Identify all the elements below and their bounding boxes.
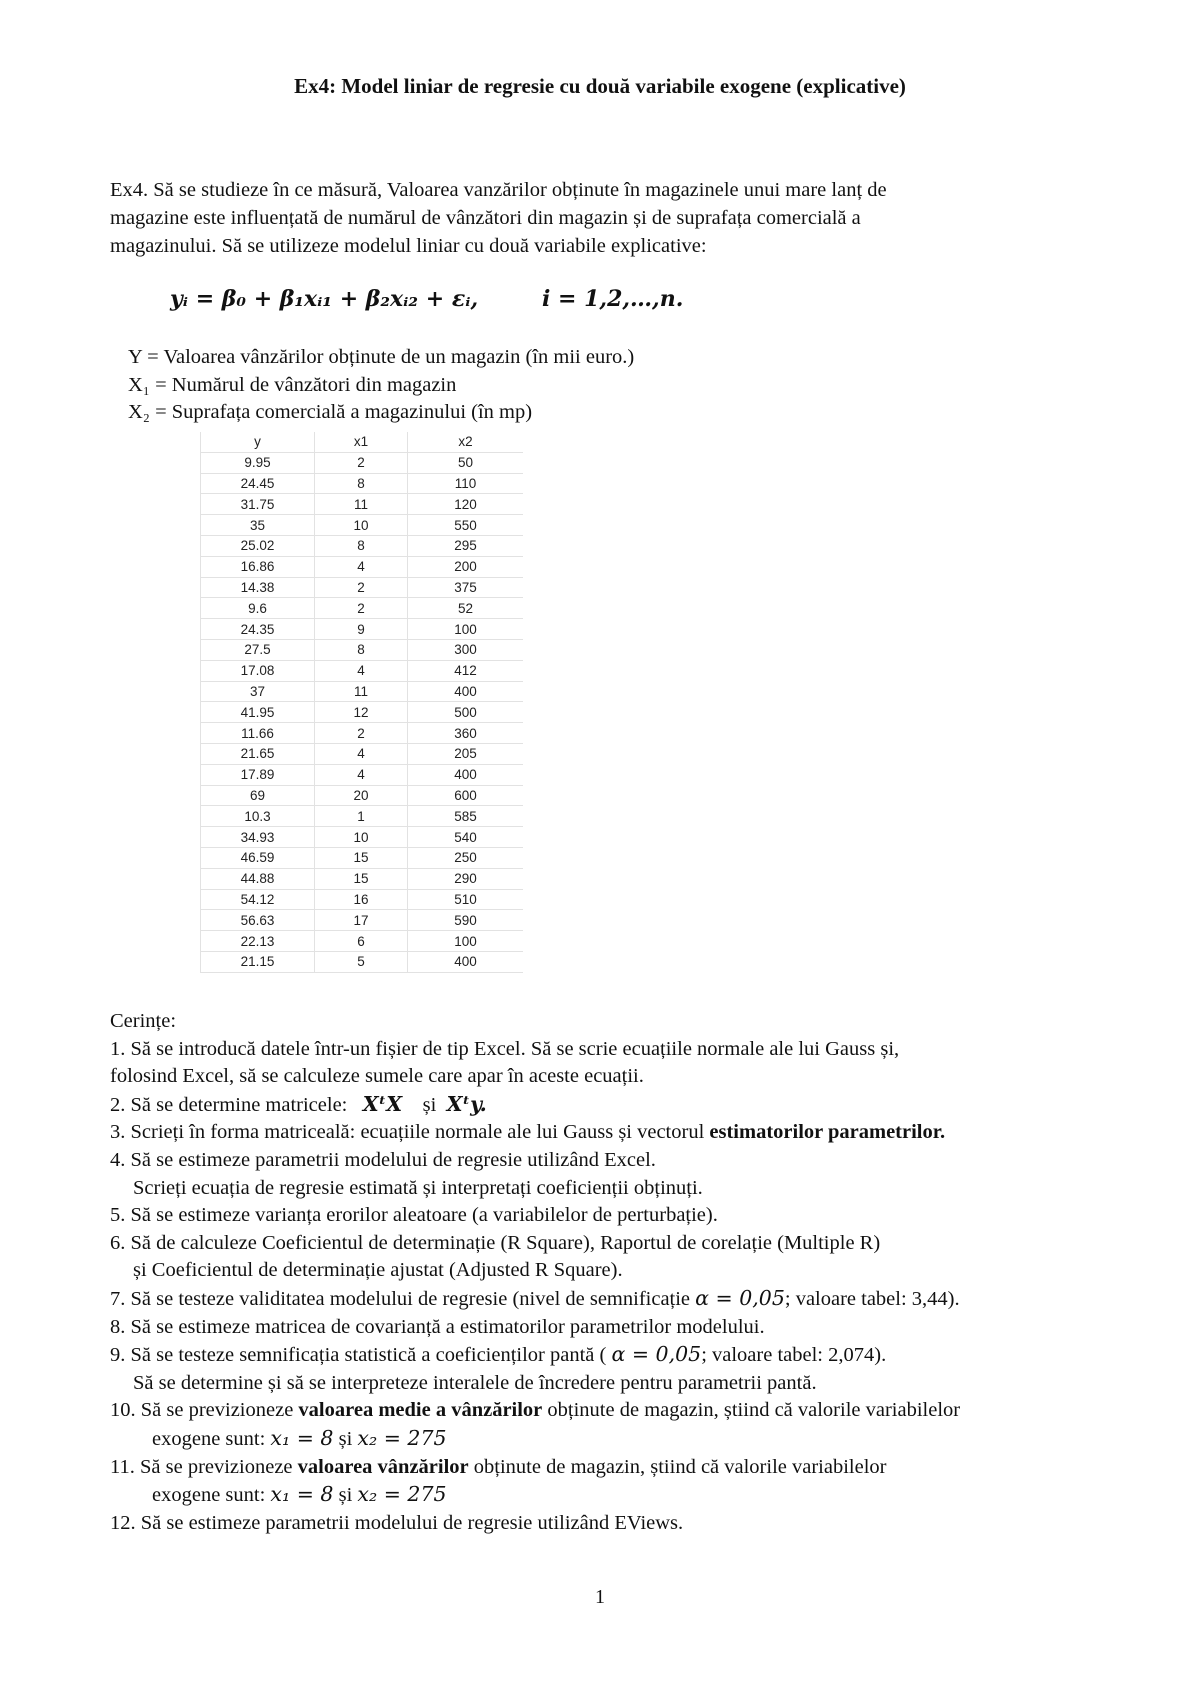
table-row (201, 556, 524, 577)
cell-x2: 205 (408, 743, 524, 764)
table-row (201, 452, 524, 473)
cell-y: 17.89 (201, 764, 315, 785)
alpha-value: α = 0,05 (611, 1342, 702, 1367)
cell-x1: 2 (315, 577, 408, 598)
table-row (201, 598, 524, 619)
intro-paragraph (110, 176, 1100, 260)
cell-x1: 4 (315, 764, 408, 785)
column-header-x2: x2 (408, 432, 524, 452)
requirement-text: 10. Să se previzioneze (110, 1399, 294, 1422)
cell-y: 21.65 (201, 743, 315, 764)
cell-x1: 17 (315, 910, 408, 931)
equation-index-range: i = 1,2,…,n. (542, 286, 684, 312)
cell-y: 46.59 (201, 847, 315, 868)
cell-x2: 550 (408, 515, 524, 536)
x2-value: x₂ = 275 (357, 1425, 447, 1450)
requirement-1-cont (110, 1063, 1100, 1091)
cell-y: 24.35 (201, 619, 315, 640)
requirement-text: Scrieți ecuația de regresie estimată și interpretați coeficienții obținuți. (133, 1176, 703, 1199)
column-header-y: y (201, 432, 315, 452)
requirement-text: 8. Să se estimeze matricea de covarianță a estimatorilor parametrilor modelului. (110, 1315, 765, 1338)
table-row (201, 889, 524, 910)
table-row (201, 931, 524, 952)
cell-y: 11.66 (201, 723, 315, 744)
cell-x2: 110 (408, 473, 524, 494)
cell-x1: 8 (315, 535, 408, 556)
requirement-9 (110, 1341, 1100, 1370)
requirements-list (110, 1008, 1100, 1537)
cell-x1: 16 (315, 889, 408, 910)
cell-x1: 9 (315, 619, 408, 640)
x1-value: x₁ = 8 (270, 1425, 334, 1450)
cell-x2: 360 (408, 723, 524, 744)
definition-x1: X₁ = Numărul de vânzători din magazin (128, 373, 457, 396)
page-number: 1 (595, 1586, 605, 1608)
requirement-4 (110, 1147, 1100, 1175)
cell-x1: 4 (315, 556, 408, 577)
requirement-text: 7. Să se testeze validitatea modelului de regresie (nivel de semnificație (110, 1287, 691, 1310)
cell-x2: 540 (408, 827, 524, 848)
requirements-heading: Cerințe: (110, 1010, 177, 1032)
requirement-text: 4. Să se estimeze parametrii modelului de regresie utilizând Excel. (110, 1148, 656, 1171)
requirement-9-cont (110, 1370, 1100, 1398)
requirement-text: obținute de magazin, știind că valorile variabilelor (473, 1455, 887, 1478)
cell-y: 44.88 (201, 868, 315, 889)
table-row (201, 535, 524, 556)
table-row (201, 639, 524, 660)
cell-x2: 585 (408, 806, 524, 827)
cell-y: 24.45 (201, 473, 315, 494)
cell-y: 56.63 (201, 910, 315, 931)
requirement-6-cont (110, 1257, 1100, 1285)
requirement-bold-text: estimatorilor parametrilor. (709, 1121, 946, 1144)
definition-y: Y = Valoarea vânzărilor obținute de un magazin (în mii euro.) (128, 346, 635, 368)
x2-value: x₂ = 275 (357, 1482, 447, 1507)
cell-x2: 500 (408, 702, 524, 723)
cell-x1: 10 (315, 515, 408, 536)
requirement-text: și Coeficientul de determinație ajustat (Adjusted R Square). (133, 1259, 623, 1282)
table-row (201, 577, 524, 598)
cell-x1: 5 (315, 951, 408, 972)
requirement-4-cont (110, 1175, 1100, 1203)
cell-x1: 11 (315, 494, 408, 515)
cell-y: 14.38 (201, 577, 315, 598)
table-body (201, 452, 524, 972)
column-header-x1: x1 (315, 432, 408, 452)
cell-y: 69 (201, 785, 315, 806)
cell-y: 17.08 (201, 660, 315, 681)
table-row (201, 702, 524, 723)
requirement-7 (110, 1285, 1100, 1314)
cell-x2: 400 (408, 681, 524, 702)
page-title: Ex4: Model liniar de regresie cu două variabile exogene (explicative) (294, 74, 906, 98)
cell-x1: 15 (315, 847, 408, 868)
cell-x2: 50 (408, 452, 524, 473)
intro-line: magazine este influențată de numărul de vânzători din magazin și de suprafața comercială a (110, 207, 861, 229)
requirement-text: 9. Să se testeze semnificația statistică a coeficienților pantă ( (110, 1344, 607, 1367)
table-header-row (201, 432, 524, 452)
requirement-11-cont (110, 1481, 1100, 1510)
matrix-xtx: XᵗX (362, 1091, 403, 1116)
table-row (201, 681, 524, 702)
cell-x1: 8 (315, 639, 408, 660)
conjunction: și (338, 1427, 353, 1450)
requirement-text: 12. Să se estimeze parametrii modelului de regresie utilizând EViews. (110, 1511, 684, 1534)
table-row (201, 847, 524, 868)
requirement-text: 1. Să se introducă datele într-un fișier de tip Excel. Să se scrie ecuațiile normale ale lui Gauss și, (110, 1037, 900, 1060)
cell-y: 31.75 (201, 494, 315, 515)
table-row (201, 494, 524, 515)
table-row (201, 660, 524, 681)
matrix-xty: Xᵗy. (446, 1091, 487, 1116)
cell-x2: 290 (408, 868, 524, 889)
cell-x1: 8 (315, 473, 408, 494)
cell-x1: 12 (315, 702, 408, 723)
cell-x1: 20 (315, 785, 408, 806)
requirement-text: exogene sunt: (152, 1484, 266, 1507)
cell-x1: 1 (315, 806, 408, 827)
definition-x2: X₂ = Suprafața comercială a magazinului (în mp) (128, 401, 533, 423)
data-table (200, 432, 523, 973)
cell-x1: 11 (315, 681, 408, 702)
table-row (201, 515, 524, 536)
requirement-text: Să se determine și să se interpreteze interalele de încredere pentru parametrii pantă. (133, 1371, 817, 1394)
equation-formula: yᵢ = β₀ + β₁xᵢ₁ + β₂xᵢ₂ + εᵢ, (170, 286, 479, 312)
cell-y: 41.95 (201, 702, 315, 723)
table-row (201, 743, 524, 764)
requirement-10 (110, 1397, 1100, 1425)
requirement-10-cont (110, 1425, 1100, 1454)
cell-x2: 52 (408, 598, 524, 619)
intro-line: magazinului. Să se utilizeze modelul liniar cu două variabile explicative: (110, 235, 707, 257)
requirement-text: exogene sunt: (152, 1427, 266, 1450)
cell-x1: 6 (315, 931, 408, 952)
cell-y: 35 (201, 515, 315, 536)
cell-x2: 412 (408, 660, 524, 681)
cell-y: 9.95 (201, 452, 315, 473)
table-row (201, 723, 524, 744)
requirement-2 (110, 1091, 1100, 1120)
cell-x1: 15 (315, 868, 408, 889)
cell-x1: 4 (315, 743, 408, 764)
requirement-6 (110, 1230, 1100, 1258)
cell-y: 34.93 (201, 827, 315, 848)
cell-x2: 600 (408, 785, 524, 806)
intro-line: Ex4. Să se studieze în ce măsură, Valoarea vanzărilor obținute în magazinele unui mare lanț de (110, 179, 887, 201)
table-row (201, 785, 524, 806)
requirement-text: obținute de magazin, știind că valorile variabilelor (547, 1399, 961, 1422)
cell-x2: 100 (408, 619, 524, 640)
requirement-bold-text: valoarea medie a vânzărilor (298, 1399, 543, 1422)
cell-x1: 2 (315, 598, 408, 619)
x1-value: x₁ = 8 (270, 1482, 334, 1507)
cell-x1: 4 (315, 660, 408, 681)
requirement-12 (110, 1510, 1100, 1538)
requirement-text: 11. Să se previzioneze (110, 1455, 293, 1478)
cell-y: 22.13 (201, 931, 315, 952)
requirement-11 (110, 1454, 1100, 1482)
requirement-1 (110, 1036, 1100, 1064)
cell-y: 54.12 (201, 889, 315, 910)
table-row (201, 827, 524, 848)
cell-y: 9.6 (201, 598, 315, 619)
cell-x2: 120 (408, 494, 524, 515)
cell-x2: 295 (408, 535, 524, 556)
cell-x2: 400 (408, 764, 524, 785)
table-row (201, 619, 524, 640)
conjunction: și (422, 1093, 437, 1116)
cell-y: 37 (201, 681, 315, 702)
requirement-text: 3. Scrieți în forma matriceală: ecuațiile normale ale lui Gauss și vectorul (110, 1121, 705, 1144)
cell-x2: 250 (408, 847, 524, 868)
requirement-text: ; valoare tabel: 2,074). (701, 1344, 887, 1367)
cell-x2: 100 (408, 931, 524, 952)
cell-x2: 510 (408, 889, 524, 910)
alpha-value: α = 0,05 (695, 1285, 785, 1310)
requirement-3 (110, 1119, 1100, 1147)
cell-x2: 300 (408, 639, 524, 660)
table-row (201, 806, 524, 827)
cell-y: 21.15 (201, 951, 315, 972)
cell-y: 27.5 (201, 639, 315, 660)
requirement-text: 6. Să de calculeze Coeficientul de determinație (R Square), Raportul de corelație (Multiple R) (110, 1231, 881, 1254)
requirement-bold-text: valoarea vânzărilor (297, 1455, 469, 1478)
cell-x2: 590 (408, 910, 524, 931)
cell-x2: 375 (408, 577, 524, 598)
cell-x2: 200 (408, 556, 524, 577)
requirement-text: ; valoare tabel: 3,44). (784, 1287, 960, 1310)
cell-x2: 400 (408, 951, 524, 972)
requirement-text: folosind Excel, să se calculeze sumele care apar în aceste ecuații. (110, 1065, 644, 1088)
variable-definitions (128, 344, 634, 427)
table-row (201, 764, 524, 785)
cell-y: 25.02 (201, 535, 315, 556)
table-row (201, 910, 524, 931)
table-row (201, 951, 524, 972)
cell-x1: 10 (315, 827, 408, 848)
conjunction: și (338, 1484, 353, 1507)
cell-y: 10.3 (201, 806, 315, 827)
regression-equation (170, 286, 684, 312)
cell-x1: 2 (315, 723, 408, 744)
cell-x1: 2 (315, 452, 408, 473)
requirement-5 (110, 1202, 1100, 1230)
requirement-text: 2. Să se determine matricele: (110, 1093, 348, 1116)
cell-y: 16.86 (201, 556, 315, 577)
table-row (201, 473, 524, 494)
requirement-text: 5. Să se estimeze varianța erorilor aleatoare (a variabilelor de perturbație). (110, 1204, 718, 1227)
table-row (201, 868, 524, 889)
requirement-8 (110, 1314, 1100, 1342)
